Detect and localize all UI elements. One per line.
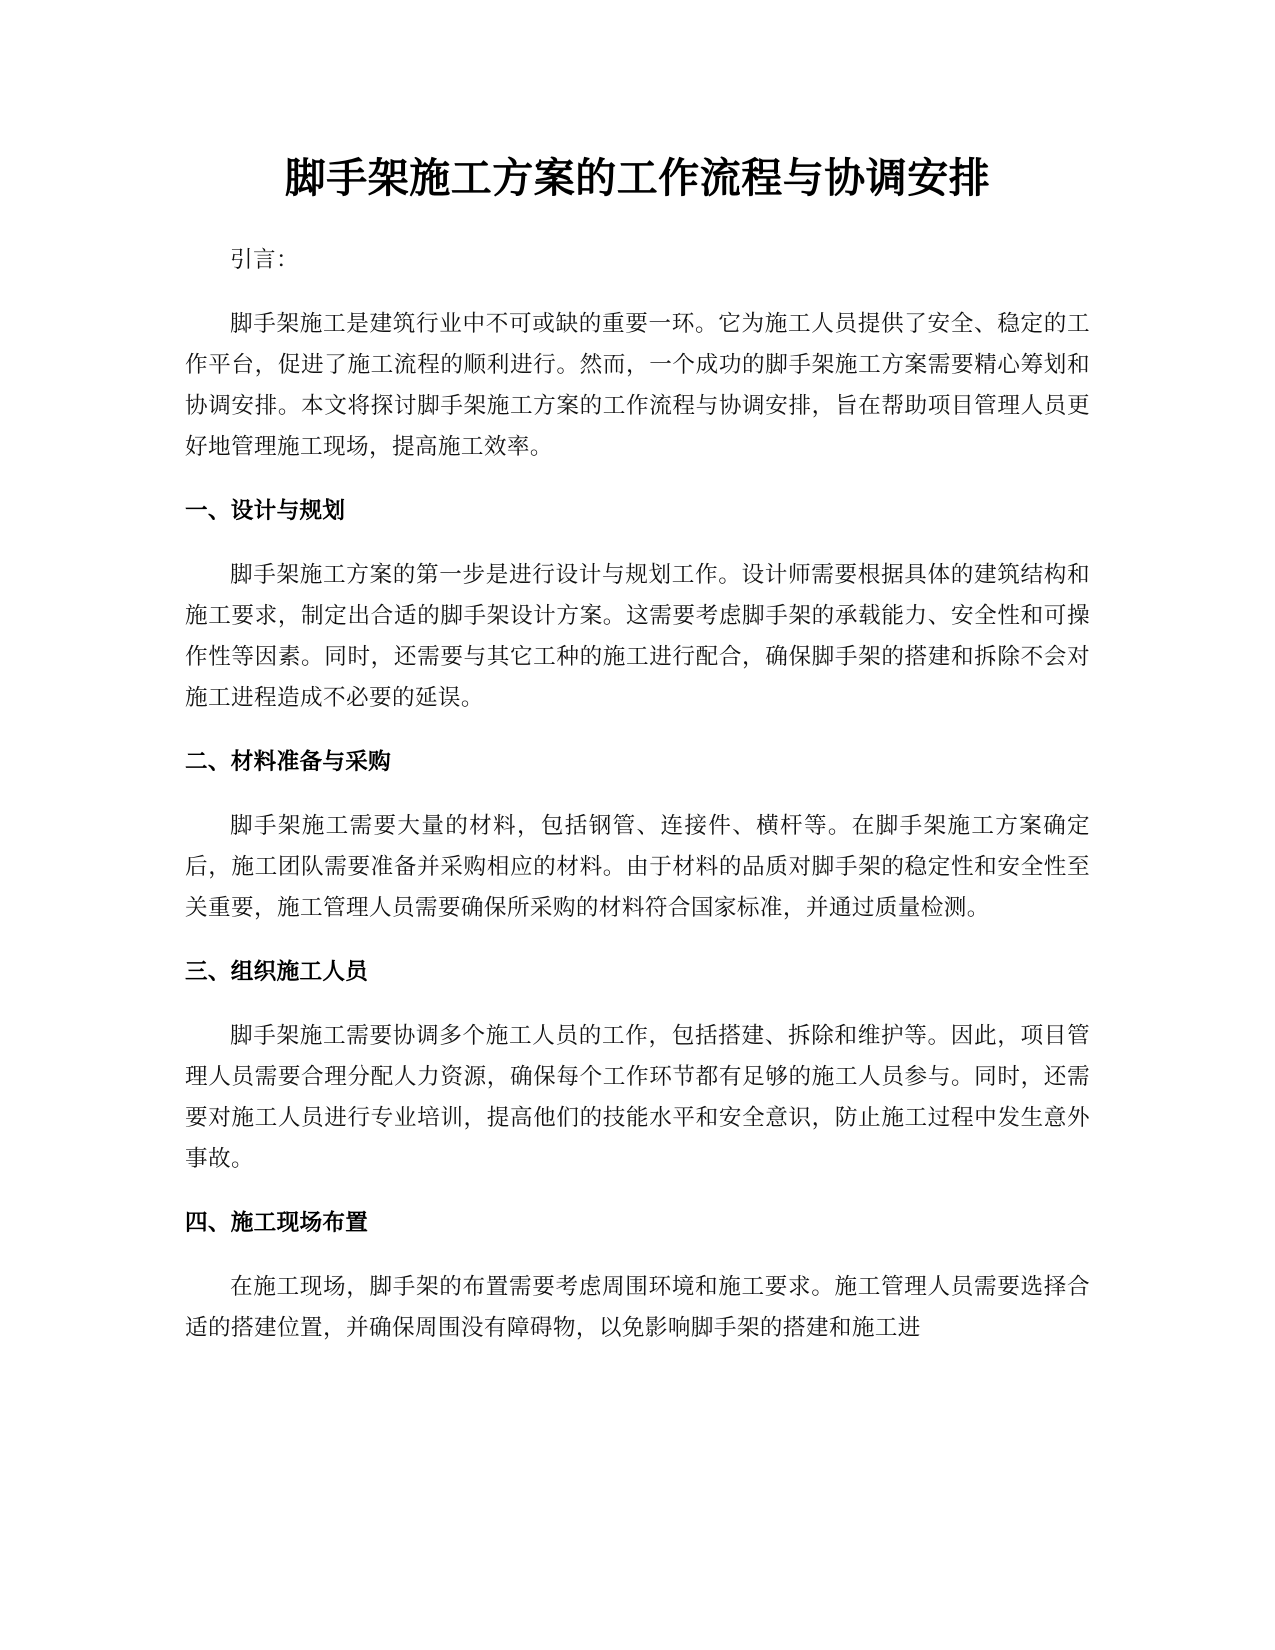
- intro-label: 引言：: [230, 247, 299, 273]
- document-title: 脚手架施工方案的工作流程与协调安排: [284, 154, 991, 202]
- section-heading: 三、组织施工人员: [185, 959, 369, 985]
- document-body: [185, 240, 1090, 1349]
- section-organize-workers: [185, 952, 1090, 1180]
- section-paragraph: 脚手架施工需要协调多个施工人员的工作，包括搭建、拆除和维护等。因此，项目管理人员需要合理分配人力资源，确保每个工作环节都有足够的施工人员参与。同时，还需要对施工人员进行专业培训，提高他们的技能水平和安全意识，防止施工过程中发生意外事故。: [185, 1023, 1090, 1172]
- section-heading: 一、设计与规划: [185, 498, 346, 524]
- section-site-layout: [185, 1203, 1090, 1349]
- section-design-planning: [185, 491, 1090, 719]
- intro-paragraph: 脚手架施工是建筑行业中不可或缺的重要一环。它为施工人员提供了安全、稳定的工作平台，促进了施工流程的顺利进行。然而，一个成功的脚手架施工方案需要精心筹划和协调安排。本文将探讨脚手架施工方案的工作流程与协调安排，旨在帮助项目管理人员更好地管理施工现场，提高施工效率。: [185, 311, 1090, 460]
- section-heading: 二、材料准备与采购: [185, 749, 392, 775]
- section-materials-procurement: [185, 742, 1090, 929]
- section-paragraph: 脚手架施工需要大量的材料，包括钢管、连接件、横杆等。在脚手架施工方案确定后，施工团队需要准备并采购相应的材料。由于材料的品质对脚手架的稳定性和安全性至关重要，施工管理人员需要确保所采购的材料符合国家标准，并通过质量检测。: [185, 813, 1090, 921]
- section-heading: 四、施工现场布置: [185, 1210, 369, 1236]
- section-paragraph: 在施工现场，脚手架的布置需要考虑周围环境和施工要求。施工管理人员需要选择合适的搭建位置，并确保周围没有障碍物，以免影响脚手架的搭建和施工进: [185, 1274, 1090, 1341]
- section-paragraph: 脚手架施工方案的第一步是进行设计与规划工作。设计师需要根据具体的建筑结构和施工要求，制定出合适的脚手架设计方案。这需要考虑脚手架的承载能力、安全性和可操作性等因素。同时，还需要与其它工种的施工进行配合，确保脚手架的搭建和拆除不会对施工进程造成不必要的延误。: [185, 562, 1090, 711]
